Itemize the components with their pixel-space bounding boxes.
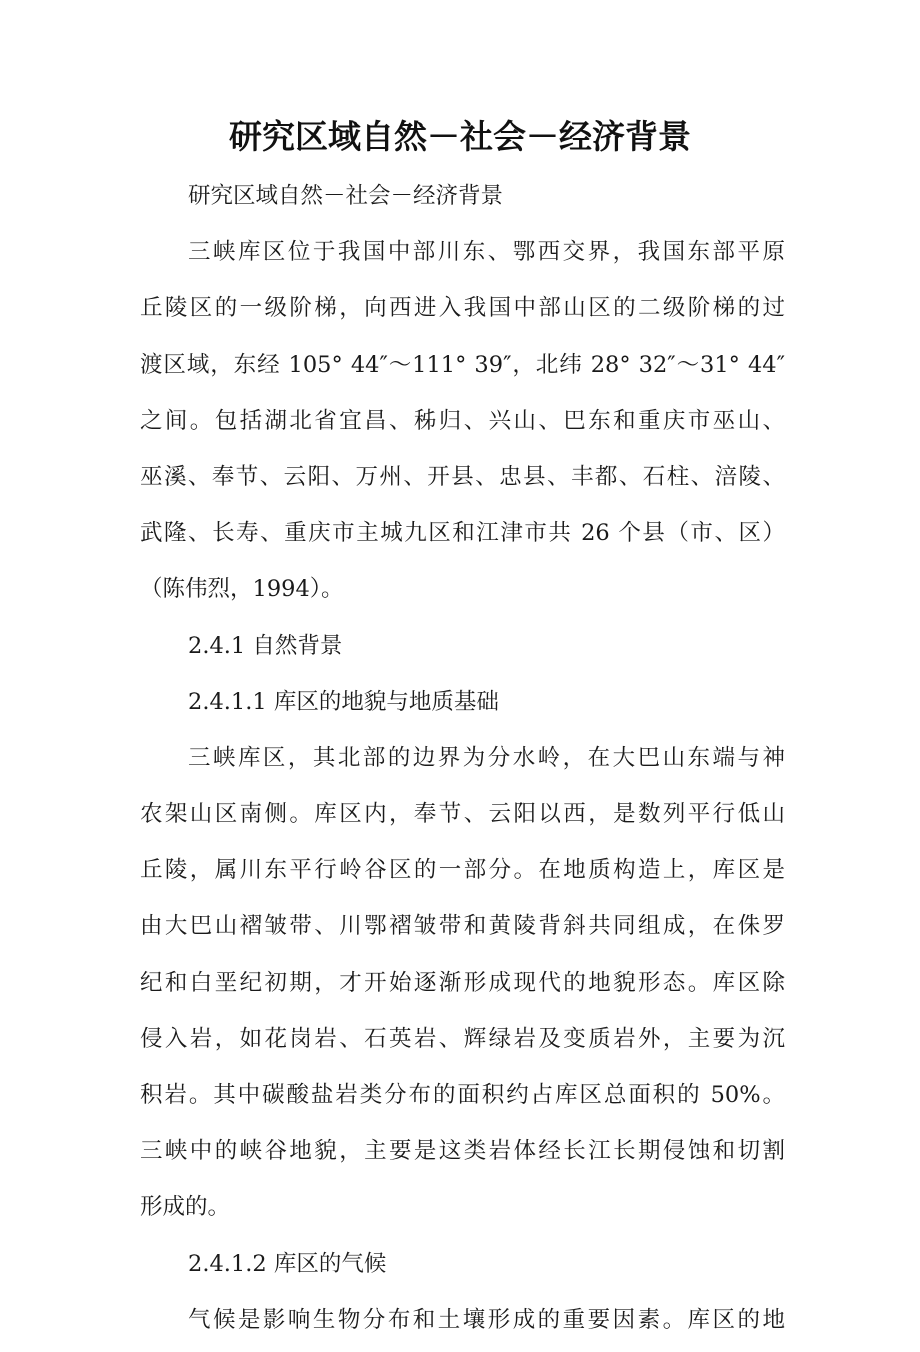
document-body [140,172,785,1352]
paragraph-line: 武隆、长寿、重庆市主城九区和江津市共 26 个县（市、区） [140,520,785,547]
paragraph-line: 形成的。 [140,1194,231,1221]
paragraph-line: 纪和白垩纪初期，才开始逐渐形成现代的地貌形态。库区除 [140,969,785,996]
paragraph-line: 积岩。其中碳酸盐岩类分布的面积约占库区总面积的 50%。 [140,1082,785,1108]
paragraph-line: 丘陵，属川东平行岭谷区的一部分。在地质构造上，库区是 [140,857,785,884]
paragraph-line: 之间。包括湖北省宜昌、秭归、兴山、巴东和重庆市巫山、 [140,407,785,434]
subsection-heading: 2.4.1.1 库区的地貌与地质基础 [188,688,499,715]
paragraph-line: 三峡库区位于我国中部川东、鄂西交界，我国东部平原 [188,239,785,266]
paragraph-line: 气候是影响生物分布和土壤形成的重要因素。库区的地 [188,1306,785,1333]
paragraph-line: 由大巴山褶皱带、川鄂褶皱带和黄陵背斜共同组成，在侏罗 [140,913,785,940]
paragraph-line: 丘陵区的一级阶梯，向西进入我国中部山区的二级阶梯的过 [140,295,785,322]
paragraph-line: 侵入岩，如花岗岩、石英岩、辉绿岩及变质岩外，主要为沉 [140,1025,785,1052]
paragraph-line: 渡区域，东经 105° 44″～111° 39″，北纬 28° 32″～31° 44″ [140,351,785,378]
paragraph-line: 三峡中的峡谷地貌，主要是这类岩体经长江长期侵蚀和切割 [140,1138,785,1165]
subtitle-line: 研究区域自然－社会－经济背景 [188,183,504,209]
subsection-heading: 2.4.1.2 库区的气候 [188,1250,387,1277]
paragraph-line: 巫溪、奉节、云阳、万州、开县、忠县、丰都、石柱、涪陵、 [140,463,785,490]
paragraph-line: 农架山区南侧。库区内，奉节、云阳以西，是数列平行低山 [140,801,785,828]
document-title: 研究区域自然－社会－经济背景 [229,117,691,156]
paragraph-line: 三峡库区，其北部的边界为分水岭，在大巴山东端与神 [188,744,785,771]
section-heading: 2.4.1 自然背景 [188,632,343,659]
paragraph-line: （陈伟烈，1994）。 [140,576,344,603]
